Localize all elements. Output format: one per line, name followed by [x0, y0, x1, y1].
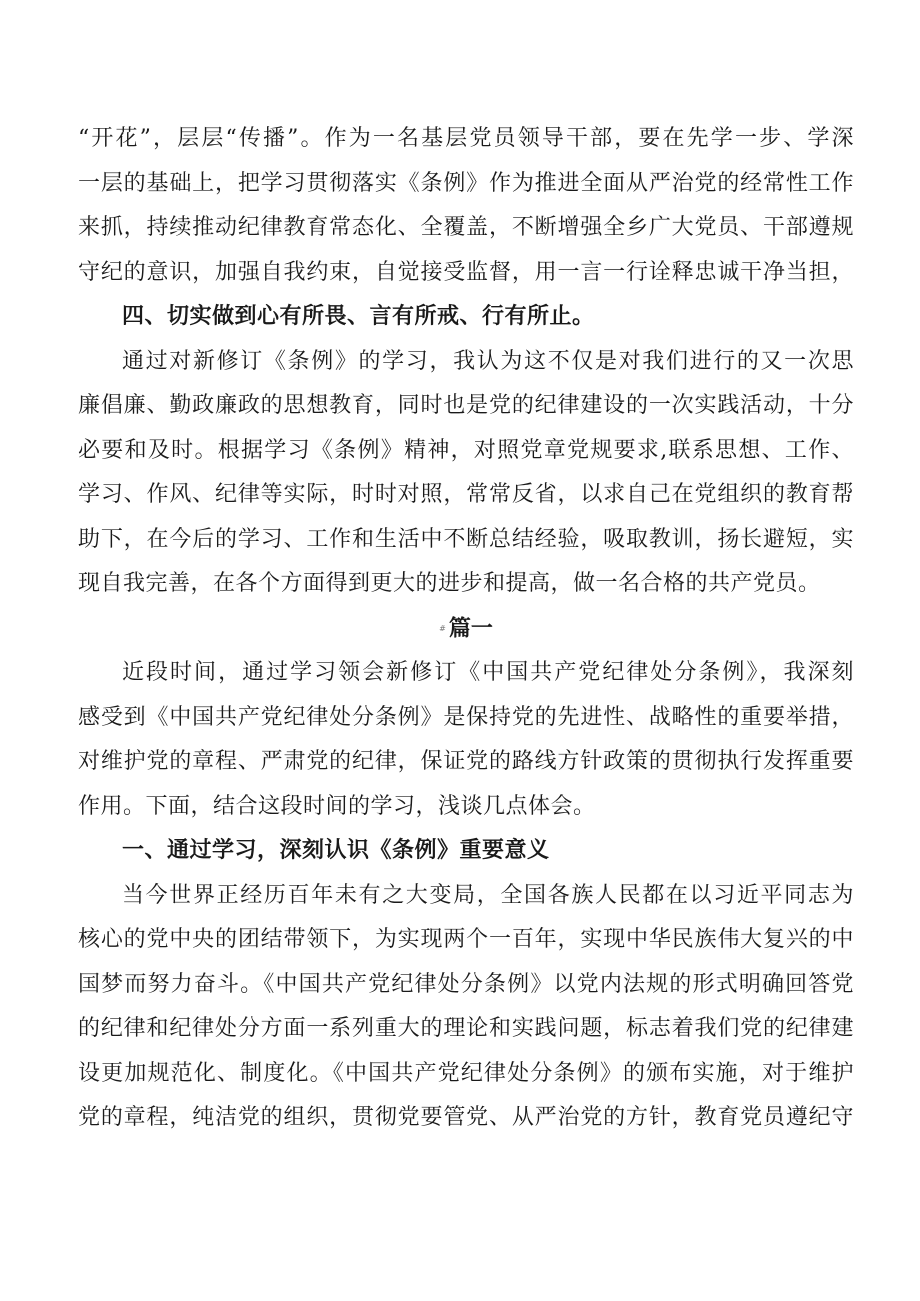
text-line: “开花”，层层“传播”。作为一名基层党员领导干部，要在先学一步、学深 — [78, 126, 854, 151]
text-line: 必要和及时。根据学习《条例》精神，对照党章党规要求,联系思想、工作、 — [78, 437, 854, 463]
paragraph-continuation — [78, 117, 854, 295]
text-line: 学习、作风、纪律等实际，时时对照，常常反省，以求自己在党组织的教育帮 — [78, 482, 854, 507]
text-line: 助下，在今后的学习、工作和生活中不断总结经验，吸取教训，扬长避短，实 — [78, 526, 854, 552]
document-body — [78, 117, 854, 1141]
text-line: 作用。下面，结合这段时间的学习，浅谈几点体会。 — [78, 793, 596, 819]
text-line: 党的章程，纯洁党的组织，贯彻党要管党、从严治党的方针，教育党员遵纪守 — [78, 1105, 854, 1130]
text-line: 感受到《中国共产党纪律处分条例》是保持党的先进性、战略性的重要举措， — [78, 704, 854, 730]
text-line: 对维护党的章程、严肃党的纪律，保证党的路线方针政策的贯彻执行发挥重要 — [78, 749, 854, 774]
heading-section-four: 四、切实做到心有所畏、言有所戒、行有所止。 — [122, 304, 595, 329]
text-line: 现自我完善，在各个方面得到更大的进步和提高，做一名合格的共产党员。 — [78, 571, 821, 596]
paragraph-study-reflection — [78, 340, 854, 607]
section-title — [78, 607, 854, 652]
section-anchor-mark: # — [439, 623, 446, 633]
text-line: 的纪律和纪律处分方面一系列重大的理论和实践问题，标志着我们党的纪律建 — [78, 1016, 854, 1041]
paragraph-significance — [78, 874, 854, 1141]
text-line: 守纪的意识，加强自我约束，自觉接受监督，用一言一行诠释忠诚干净当担， — [78, 259, 854, 285]
text-line: 廉倡廉、勤政廉政的思想教育，同时也是党的纪律建设的一次实践活动，十分 — [78, 393, 854, 418]
text-line: 核心的党中央的团结带领下，为实现两个一百年，实现中华民族伟大复兴的中 — [78, 927, 854, 952]
text-line: 来抓，持续推动纪律教育常态化、全覆盖，不断增强全乡广大党员、干部遵规 — [78, 215, 854, 240]
heading-section-one: 一、通过学习，深刻认识《条例》重要意义 — [122, 838, 550, 863]
section-title-text: 篇一 — [448, 615, 493, 641]
text-line: 一层的基础上，把学习贯彻落实《条例》作为推进全面从严治党的经常性工作 — [78, 170, 854, 196]
text-line: 设更加规范化、制度化。《中国共产党纪律处分条例》的颁布实施，对于维护 — [78, 1060, 854, 1086]
paragraph-introduction — [78, 651, 854, 829]
text-line: 当今世界正经历百年未有之大变局，全国各族人民都在以习近平同志为 — [122, 882, 854, 908]
text-line: 通过对新修订《条例》的学习，我认为这不仅是对我们进行的又一次思 — [122, 348, 854, 374]
text-line: 近段时间，通过学习领会新修订《中国共产党纪律处分条例》，我深刻 — [122, 660, 854, 685]
text-line: 国梦而努力奋斗。《中国共产党纪律处分条例》以党内法规的形式明确回答党 — [78, 971, 854, 997]
